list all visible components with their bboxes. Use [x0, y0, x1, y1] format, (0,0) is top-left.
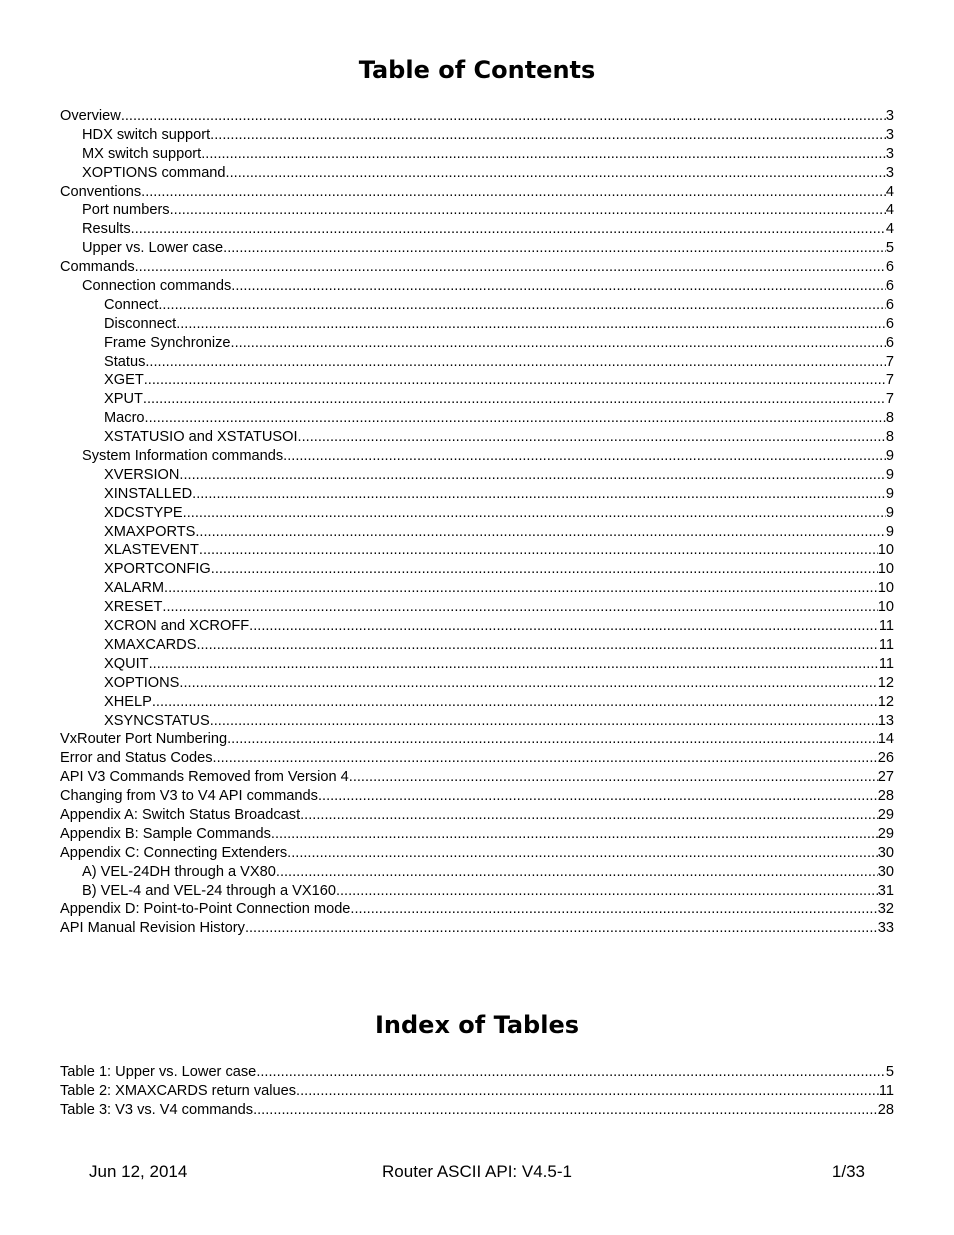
- entry-page-number: 33: [877, 920, 894, 937]
- dot-leader: [141, 183, 886, 202]
- entry-page-number: 9: [885, 448, 894, 465]
- table-index-entry[interactable]: [60, 1082, 894, 1101]
- entry-page-number: 13: [877, 712, 894, 729]
- toc-entry[interactable]: [60, 409, 894, 428]
- toc-entry[interactable]: [60, 201, 894, 220]
- entry-page-number: 6: [885, 315, 894, 332]
- entry-page-number: 14: [877, 731, 894, 748]
- dot-leader: [176, 315, 886, 334]
- toc-entry[interactable]: [60, 145, 894, 164]
- entry-title: XHELP: [104, 693, 152, 710]
- toc-entry[interactable]: [60, 523, 894, 542]
- table-index-entry[interactable]: [60, 1101, 894, 1120]
- entry-title: Appendix C: Connecting Extenders: [60, 844, 288, 861]
- entry-title: Table 3: V3 vs. V4 commands: [60, 1101, 254, 1118]
- dot-leader: [195, 523, 886, 542]
- toc-entry[interactable]: [60, 787, 894, 806]
- entry-title: Table 1: Upper vs. Lower case: [60, 1064, 257, 1080]
- entry-title: Commands: [60, 259, 135, 276]
- entry-page-number: 32: [877, 901, 894, 918]
- dot-leader: [145, 409, 886, 428]
- toc-entry[interactable]: [60, 900, 894, 919]
- dot-leader: [298, 428, 886, 447]
- entry-title: API Manual Revision History: [60, 920, 245, 937]
- entry-page-number: 9: [885, 485, 894, 502]
- entry-page-number: 30: [877, 844, 894, 861]
- entry-page-number: 4: [885, 221, 894, 238]
- entry-page-number: 4: [885, 202, 894, 219]
- toc-entry[interactable]: [60, 258, 894, 277]
- toc-entry[interactable]: [60, 655, 894, 674]
- toc-entry[interactable]: [60, 825, 894, 844]
- dot-leader: [135, 258, 886, 277]
- entry-title: XLASTEVENT: [104, 542, 199, 559]
- toc-entry[interactable]: [60, 277, 894, 296]
- dot-leader: [170, 201, 886, 220]
- dot-leader: [131, 220, 886, 239]
- entry-page-number: 5: [885, 240, 894, 257]
- dot-leader: [121, 107, 886, 126]
- page-footer: [0, 1160, 954, 1184]
- entry-title: Appendix A: Switch Status Broadcast: [60, 806, 301, 823]
- entry-title: Overview: [60, 108, 121, 124]
- dot-leader: [213, 749, 878, 768]
- entry-page-number: 10: [877, 599, 894, 616]
- entry-page-number: 8: [885, 410, 894, 427]
- toc-entry[interactable]: [60, 919, 894, 938]
- entry-page-number: 11: [878, 1082, 894, 1099]
- footer-page-number: 1/33: [831, 1162, 865, 1181]
- toc-entry[interactable]: [60, 617, 894, 636]
- entry-page-number: 12: [877, 693, 894, 710]
- entry-title: B) VEL-4 and VEL-24 through a VX160: [82, 882, 336, 899]
- entry-page-number: 30: [877, 863, 894, 880]
- dot-leader: [199, 541, 878, 560]
- toc-entry[interactable]: [60, 126, 894, 145]
- toc-entry[interactable]: [60, 485, 894, 504]
- entry-title: Appendix B: Sample Commands: [60, 825, 271, 842]
- toc-entry[interactable]: [60, 183, 894, 202]
- dot-leader: [276, 863, 878, 882]
- dot-leader: [179, 674, 877, 693]
- toc-entry[interactable]: [60, 560, 894, 579]
- entry-page-number: 28: [877, 788, 894, 805]
- dot-leader: [226, 164, 886, 183]
- toc-entry[interactable]: [60, 749, 894, 768]
- entry-page-number: 11: [878, 636, 894, 653]
- dot-leader: [249, 617, 879, 636]
- dot-leader: [227, 730, 878, 749]
- toc-entry[interactable]: [60, 541, 894, 560]
- entry-page-number: 26: [877, 750, 894, 767]
- toc-entry[interactable]: [60, 712, 894, 731]
- dot-leader: [300, 806, 878, 825]
- entry-title: XCRON and XCROFF: [104, 618, 250, 635]
- toc-entry[interactable]: [60, 239, 894, 258]
- toc-entry[interactable]: [60, 353, 894, 372]
- toc-entry[interactable]: [60, 693, 894, 712]
- dot-leader: [296, 1082, 879, 1101]
- entry-title: XPORTCONFIG: [104, 561, 211, 578]
- entry-title: Error and Status Codes: [60, 750, 213, 767]
- toc-entry[interactable]: [60, 579, 894, 598]
- dot-leader: [256, 1063, 886, 1082]
- entry-page-number: 29: [877, 806, 894, 823]
- entry-page-number: 11: [878, 618, 894, 635]
- toc-entry[interactable]: [60, 844, 894, 863]
- toc-entry[interactable]: [60, 220, 894, 239]
- entry-page-number: 28: [877, 1101, 894, 1118]
- dot-leader: [231, 334, 886, 353]
- entry-title: Status: [104, 353, 146, 370]
- dot-leader: [179, 466, 885, 485]
- toc-entry[interactable]: [60, 315, 894, 334]
- dot-leader: [210, 126, 886, 145]
- toc-entry[interactable]: [60, 447, 894, 466]
- toc-entry[interactable]: [60, 636, 894, 655]
- toc-entry[interactable]: [60, 768, 894, 787]
- entry-title: XSTATUSIO and XSTATUSOI: [104, 429, 298, 446]
- entry-page-number: 6: [885, 296, 894, 313]
- toc-entry[interactable]: [60, 863, 894, 882]
- entry-page-number: 7: [885, 372, 894, 389]
- entry-page-number: 9: [885, 523, 894, 540]
- entry-title: XINSTALLED: [104, 485, 193, 502]
- entry-title: A) VEL-24DH through a VX80: [82, 863, 276, 880]
- entry-page-number: 12: [877, 674, 894, 691]
- entry-page-number: 7: [885, 391, 894, 408]
- dot-leader: [271, 825, 878, 844]
- entry-title: XGET: [104, 372, 144, 389]
- dot-leader: [231, 277, 886, 296]
- dot-leader: [201, 145, 886, 164]
- entry-page-number: 9: [885, 504, 894, 521]
- dot-leader: [144, 371, 886, 390]
- table-index-entry[interactable]: [60, 1063, 894, 1082]
- entry-title: Conventions: [60, 183, 142, 200]
- dot-leader: [336, 882, 878, 901]
- entry-title: Frame Synchronize: [104, 334, 231, 351]
- toc-entry[interactable]: [60, 164, 894, 183]
- entry-title: Disconnect: [104, 315, 177, 332]
- entry-title: XALARM: [104, 580, 165, 597]
- dot-leader: [350, 900, 877, 919]
- index-of-tables-list: [60, 1063, 894, 1120]
- dot-leader: [283, 447, 886, 466]
- toc-entry[interactable]: [60, 674, 894, 693]
- dot-leader: [349, 768, 878, 787]
- entry-title: XDCSTYPE: [104, 504, 183, 521]
- entry-title: XMAXPORTS: [104, 523, 196, 540]
- entry-title: Changing from V3 to V4 API commands: [60, 788, 318, 805]
- dot-leader: [183, 504, 886, 523]
- entry-title: XOPTIONS: [104, 674, 180, 691]
- dot-leader: [287, 844, 878, 863]
- toc-entry[interactable]: [60, 107, 894, 126]
- entry-page-number: 10: [877, 561, 894, 578]
- dot-leader: [149, 655, 879, 674]
- entry-page-number: 9: [885, 466, 894, 483]
- dot-leader: [210, 712, 878, 731]
- dot-leader: [245, 919, 878, 938]
- entry-page-number: 3: [885, 164, 894, 181]
- toc-entry[interactable]: [60, 730, 894, 749]
- entry-page-number: 11: [878, 655, 894, 672]
- dot-leader: [211, 560, 878, 579]
- toc-entry[interactable]: [60, 882, 894, 901]
- entry-page-number: 6: [885, 278, 894, 295]
- entry-title: API V3 Commands Removed from Version 4: [60, 769, 349, 786]
- entry-title: XMAXCARDS: [104, 636, 197, 653]
- entry-title: Table 2: XMAXCARDS return values: [60, 1082, 297, 1099]
- dot-leader: [196, 636, 878, 655]
- dot-leader: [223, 239, 886, 258]
- dot-leader: [318, 787, 878, 806]
- toc-entry[interactable]: [60, 504, 894, 523]
- entry-title: Connection commands: [82, 278, 232, 295]
- toc-entry[interactable]: [60, 466, 894, 485]
- entry-title: Upper vs. Lower case: [82, 240, 224, 257]
- entry-page-number: 7: [885, 353, 894, 370]
- toc-entry[interactable]: [60, 334, 894, 353]
- toc-entry[interactable]: [60, 806, 894, 825]
- entry-page-number: 5: [885, 1064, 894, 1080]
- dot-leader: [152, 693, 878, 712]
- entry-title: XQUIT: [104, 655, 149, 672]
- entry-page-number: 10: [877, 542, 894, 559]
- entry-page-number: 3: [885, 126, 894, 143]
- entry-title: Results: [82, 221, 131, 238]
- entry-title: XVERSION: [104, 466, 180, 483]
- entry-title: VxRouter Port Numbering: [60, 731, 228, 748]
- entry-title: XRESET: [104, 599, 163, 616]
- footer-date: Jun 12, 2014: [89, 1162, 188, 1181]
- entry-title: MX switch support: [82, 145, 202, 162]
- entry-page-number: 8: [885, 429, 894, 446]
- footer-title: Router ASCII API: V4.5-1: [382, 1162, 572, 1181]
- dot-leader: [145, 353, 886, 372]
- entry-page-number: 6: [885, 259, 894, 276]
- dot-leader: [162, 598, 877, 617]
- entry-title: System Information commands: [82, 448, 284, 465]
- entry-title: XSYNCSTATUS: [104, 712, 210, 729]
- entry-page-number: 27: [877, 769, 894, 786]
- entry-page-number: 3: [885, 108, 894, 124]
- dot-leader: [253, 1101, 878, 1120]
- entry-title: Appendix D: Point-to-Point Connection mode: [60, 901, 351, 918]
- toc-entry[interactable]: [60, 428, 894, 447]
- toc-entry[interactable]: [60, 390, 894, 409]
- index-of-tables-heading: Index of Tables: [374, 1011, 580, 1039]
- entry-page-number: 6: [885, 334, 894, 351]
- toc-list: [60, 107, 894, 938]
- toc-entry[interactable]: [60, 371, 894, 390]
- entry-title: Port numbers: [82, 202, 170, 219]
- dot-leader: [143, 390, 886, 409]
- entry-title: XOPTIONS command: [82, 164, 226, 181]
- entry-title: Macro: [104, 410, 145, 427]
- entry-page-number: 29: [877, 825, 894, 842]
- dot-leader: [192, 485, 886, 504]
- entry-title: Connect: [104, 296, 159, 313]
- toc-entry[interactable]: [60, 598, 894, 617]
- entry-page-number: 4: [885, 183, 894, 200]
- entry-title: XPUT: [104, 391, 143, 408]
- dot-leader: [164, 579, 878, 598]
- entry-page-number: 10: [877, 580, 894, 597]
- toc-entry[interactable]: [60, 296, 894, 315]
- entry-page-number: 31: [877, 882, 894, 899]
- entry-page-number: 3: [885, 145, 894, 162]
- toc-heading: Table of Contents: [358, 56, 596, 84]
- entry-title: HDX switch support: [82, 126, 211, 143]
- dot-leader: [158, 296, 886, 315]
